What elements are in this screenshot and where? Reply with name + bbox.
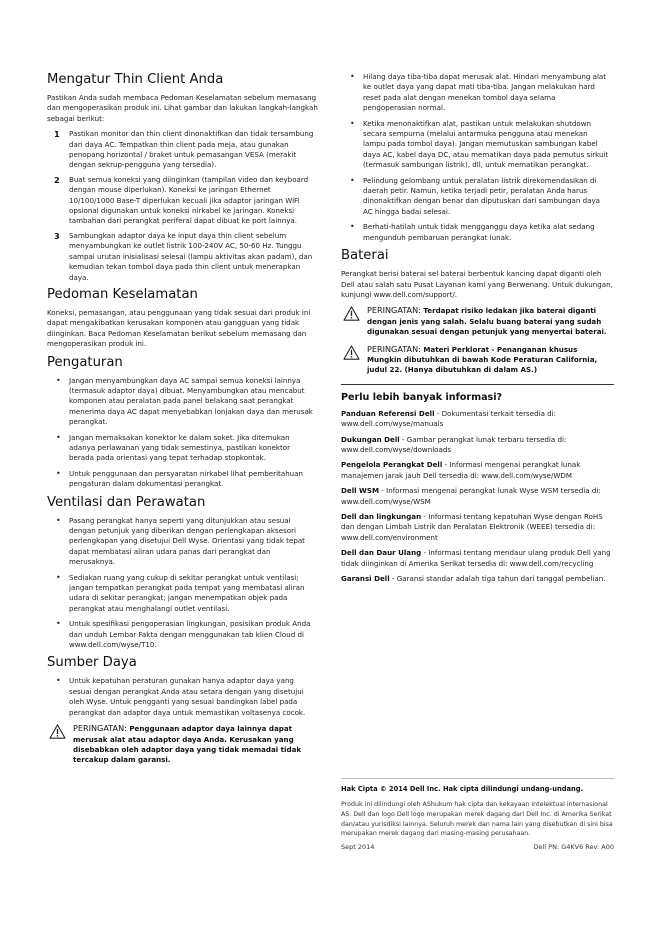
perchlorate-warning: PERINGATAN: Materi Perklorat - Penanganan khusus Mungkin dibutuhkan di bawah Kode Peraturan California, judul 22. (Hanya dibutuhkan di dalam AS.) <box>341 344 614 376</box>
legal-notice: Produk ini dilindungi oleh AShukum hak cipta dan kekayaan intelektual internasional AS. Dell dan logo Dell logo merupakan merek dagang dari Dell Inc. di Amerika Serikat dan/atau yurisdiksi lainnya. Seluruh merek dan nama lain yang disebutkan di sini bisa merupakan merek dagang dari masing-masing perusahaan. <box>341 801 613 838</box>
doc-meta <box>341 843 614 851</box>
warning-icon <box>49 724 66 739</box>
config-title: Pengaturan <box>47 354 123 370</box>
setup-intro: Pastikan Anda sudah membaca Pedoman Keselamatan sebelum memasang dan mengoperasikan produk ini. Lihat gambar dan lakukan langkah-langkah sebagai berikut: <box>47 93 318 123</box>
more-info-section <box>341 384 614 585</box>
setup-step: 3 Sambungkan adaptor daya ke input daya thin client sebelum menyambungkan ke outlet listrik 100-240V AC, 50-60 Hz. Tunggu sampai urutan inisialisasi selesai (lampu aktivitas akan padam), dan kemudian tekan tombol daya pada thin client untuk menerapkan daya. <box>54 230 313 282</box>
power-warning: PERINGATAN: Penggunaan adaptor daya lainnya dapat merusak alat atau adaptor daya Anda. Kerusakan yang disebabkan oleh adaptor daya yang tidak memadai tidak tercakup dalam garansi. <box>47 723 321 766</box>
warning-icon <box>343 345 360 360</box>
setup-step: 1 Pastikan monitor dan thin client dinonaktifkan dan tidak tersambung dari daya AC. Tempatkan thin client pada meja, atau gunakan penopang horizontal / braket untuk pemasangan VESA (merakit dengan sekrup-pengguna yang tersedia). <box>54 129 314 170</box>
power-list-continued <box>341 72 614 243</box>
battery-warning: PERINGATAN: Terdapat risiko ledakan jika baterai diganti dengan jenis yang salah. Selalu buang baterai yang sudah digunakan sesuai dengan petunjuk yang menyertai baterai. <box>341 305 614 337</box>
doc-date: Sept 2014 <box>341 842 375 851</box>
safety-title: Pedoman Keselamatan <box>47 286 198 302</box>
safety-text: Koneksi, pemasangan, atau penggunaan yang tidak sesuai dari produk ini dapat mengakibatkan kerusakan komponen atau gangguan yang tidak diinginkan. Baca Pedoman Keselamatan berikut sebelum memasang dan mengoperasikan produk ini. <box>47 307 311 349</box>
list-item: • Hilang daya tiba-tiba dapat merusak alat. Hindari menyambung alat ke outlet daya yang dapat mati tiba-tiba. Jangan melakukan hard reset pada alat dengan menekan tombol daya selama pengoperasian normal. <box>350 72 607 113</box>
info-item: Dell dan lingkungan - Informasi tentang kepatuhan Wyse dengan RoHS dan dengan Limbah Listrik dan Peralatan Elektronik (WEEE) tersedia di: www.dell.com/environment <box>341 512 603 542</box>
battery-text: Perangkat berisi baterai sel baterai berbentuk kancing dapat diganti oleh Dell atau salah satu Pusat Layanan kami yang Berwenang. Untuk dukungan, kunjungi www.dell.com/support/. <box>341 269 613 299</box>
info-item: Dell WSM - Informasi mengenai perangkat lunak Wyse WSM tersedia di: www.dell.com/wyse/WSM <box>341 486 601 506</box>
right-column <box>341 72 614 589</box>
list-item: • Ketika menonaktifkan alat, pastikan untuk melakukan shutdown secara sempurna (melalui antarmuka pengguna atau menekan lampu pada tombol daya). Jangan memutuskan sambungan kabel daya AC, kabel daya DC, atau mematikan daya pada pemutus sirkuit (termasuk sambungan listrik), dll, untuk mematikan perangkat. <box>350 118 609 170</box>
list-item: • Sediakan ruang yang cukup di sekitar perangkat untuk ventilasi; jangan tempatkan perangkat pada tempat yang membatasi aliran udara di sekitar perangkat; jangan menempatkan objek pada perangkat atau menghalangi outlet ventilasi. <box>56 572 305 613</box>
vent-list <box>47 516 321 651</box>
left-column <box>47 72 321 772</box>
setup-step: 2 Buat semua koneksi yang diinginkan (tampilan video dan keyboard dengan mouse diperlukan). Koneksi ke jaringan Ethernet 10/100/1000 Base-T diperlukan kecuali jika adaptor jaringan WiFi opsional digunakan untuk koneksi nirkabel ke jaringan. Koneksi tambahan dari perangkat periferal dapat dibuat ke port lainnya. <box>54 174 309 226</box>
info-item: Panduan Referensi Dell - Dokumentasi terkait tersedia di: www.dell.com/wyse/manuals <box>341 408 557 429</box>
list-item: • Pasang perangkat hanya seperti yang ditunjukkan atau sesuai dengan petunjuk yang diberikan dengan perlengkapan aksesori perlengkapan yang disetujui Dell Wyse. Orientasi yang tidak tepat dapat membatasi aliran udara panas dari perangkat dan merusaknya. <box>56 515 305 567</box>
copyright: Hak Cipta © 2014 Dell Inc. Hak cipta dilindungi undang-undang. <box>341 785 584 793</box>
info-title: Perlu lebih banyak informasi? <box>341 391 503 403</box>
setup-title: Mengatur Thin Client Anda <box>47 72 224 87</box>
footer <box>341 778 614 851</box>
power-title: Sumber Daya <box>47 655 137 671</box>
list-item: • Pelindung gelombang untuk peralatan listrik direkomendasikan di daerah petir. Namun, ketika terjadi petir, peralatan Anda harus dinonaktifkan dengan benar dan diputuskan dari sambungan daya AC hingga badai selesai. <box>350 175 600 216</box>
info-item: Garansi Dell - Garansi standar adalah tiga tahun dari tanggal pembelian. <box>341 574 606 584</box>
setup-steps <box>47 129 321 283</box>
part-number: Dell PN: G4KV6 Rev: A00 <box>533 842 614 851</box>
list-item: • Jangan menyambungkan daya AC sampai semua koneksi lainnya (termasuk adaptor daya) dibuat. Menyambungkan atau mencabut komponen atau peralatan pada panel belakang saat perangkat menerima daya AC dapat menyebabkan lonjakan daya dan merusak perangkat. <box>56 375 313 427</box>
list-item: • Untuk penggunaan dan persyaratan nirkabel lihat pemberitahuan pengaturan dalam dokumentasi perangkat. <box>56 468 304 489</box>
list-item: • Untuk spesifikasi pengoperasian lingkungan, posisikan produk Anda dan unduh Lembar Fakta dengan menggunakan tab klien Cloud di www.dell.com/wyse/T10. <box>56 619 311 650</box>
vent-title: Ventilasi dan Perawatan <box>47 494 206 510</box>
power-list <box>47 676 321 718</box>
list-item: • Untuk kepatuhan peraturan gunakan hanya adaptor daya yang sesuai dengan perangkat Anda atau setara dengan yang disetujui oleh Wyse. Untuk pengganti yang sesuai bandingkan label pada perangkat dan adaptor daya untuk memastikan voltasenya cocok. <box>56 676 306 717</box>
list-item: • Berhati-hatilah untuk tidak mengganggu daya ketika alat sedang mengunduh pembaruan perangkat lunak. <box>350 222 595 242</box>
list-item: • Jangan memaksakan konektor ke dalam soket. Jika ditemukan adanya perlawanan yang tidak semestinya, pastikan konektor berada pada orientasi yang tepat terhadap stopkontak. <box>56 432 291 463</box>
battery-title: Baterai <box>341 248 389 264</box>
info-item: Dell dan Daur Ulang - Informasi tentang mendaur ulang produk Dell yang tidak diinginkan di Amerika Serikat tersedia di: www.dell.com/recycling <box>341 548 611 568</box>
info-item: Dukungan Dell - Gambar perangkat lunak terbaru tersedia di: www.dell.com/wyse/downloads <box>341 434 567 454</box>
config-list <box>47 376 321 490</box>
warning-icon <box>343 306 360 321</box>
info-item: Pengelola Perangkat Dell - Informasi mengenai perangkat lunak manajemen jarak jauh Dell tersedia di: www.dell.com/wyse/WDM <box>341 460 581 480</box>
